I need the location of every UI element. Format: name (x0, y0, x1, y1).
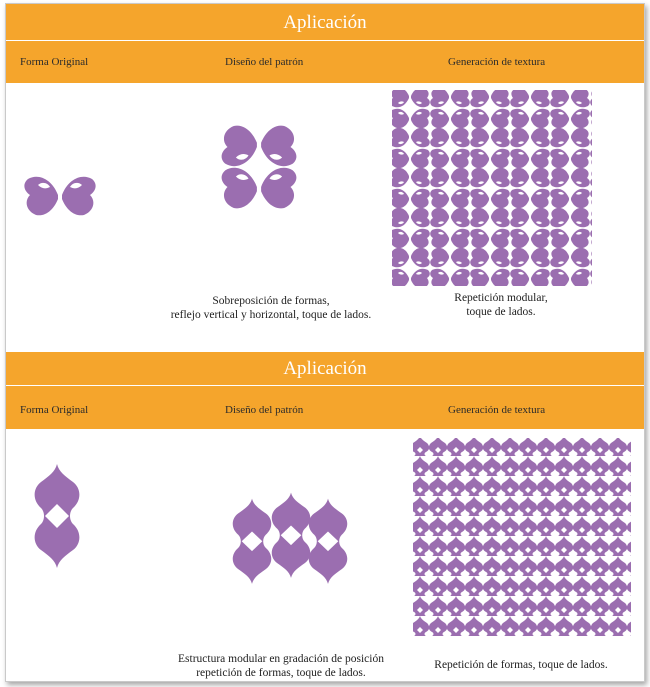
caption-line: reflejo vertical y horizontal, toque de lados. (170, 309, 372, 321)
pattern-bow-reflection (221, 121, 297, 213)
caption-line: toque de lados. (466, 306, 536, 318)
pattern-ogee-gradation (228, 491, 352, 587)
section-2-pattern-caption (166, 652, 396, 680)
section-1-title-bar (6, 4, 644, 41)
application-sheet (5, 3, 645, 682)
section-1-texture-caption (426, 291, 576, 319)
section-2-texture-caption (416, 658, 626, 672)
section-1-pattern-caption (156, 294, 386, 322)
section-2-title-bar (6, 352, 644, 386)
texture-bow-grid (390, 88, 594, 288)
original-bow-shape (24, 171, 96, 219)
texture-ogee-grid (411, 436, 633, 638)
section-2-header-row (6, 386, 644, 429)
header-original-shape: Forma Original (20, 56, 89, 68)
section-2-title: Aplicación (283, 358, 367, 379)
caption-line: Repetición modular, (454, 292, 548, 304)
header-pattern-design: Diseño del patrón (225, 404, 304, 416)
header-pattern-design: Diseño del patrón (225, 56, 304, 68)
caption-line: Repetición de formas, toque de lados. (434, 659, 608, 671)
caption-line: Estructura modular en gradación de posición (178, 653, 384, 665)
header-texture-generation: Generación de textura (448, 56, 546, 68)
caption-line: Sobreposición de formas, (212, 295, 330, 307)
header-original-shape: Forma Original (20, 404, 89, 416)
caption-line: repetición de formas, toque de lados. (196, 667, 366, 679)
original-ogee-shape (32, 462, 82, 570)
section-1-header-row (6, 41, 644, 83)
section-1-title: Aplicación (283, 12, 367, 33)
header-texture-generation: Generación de textura (448, 404, 546, 416)
